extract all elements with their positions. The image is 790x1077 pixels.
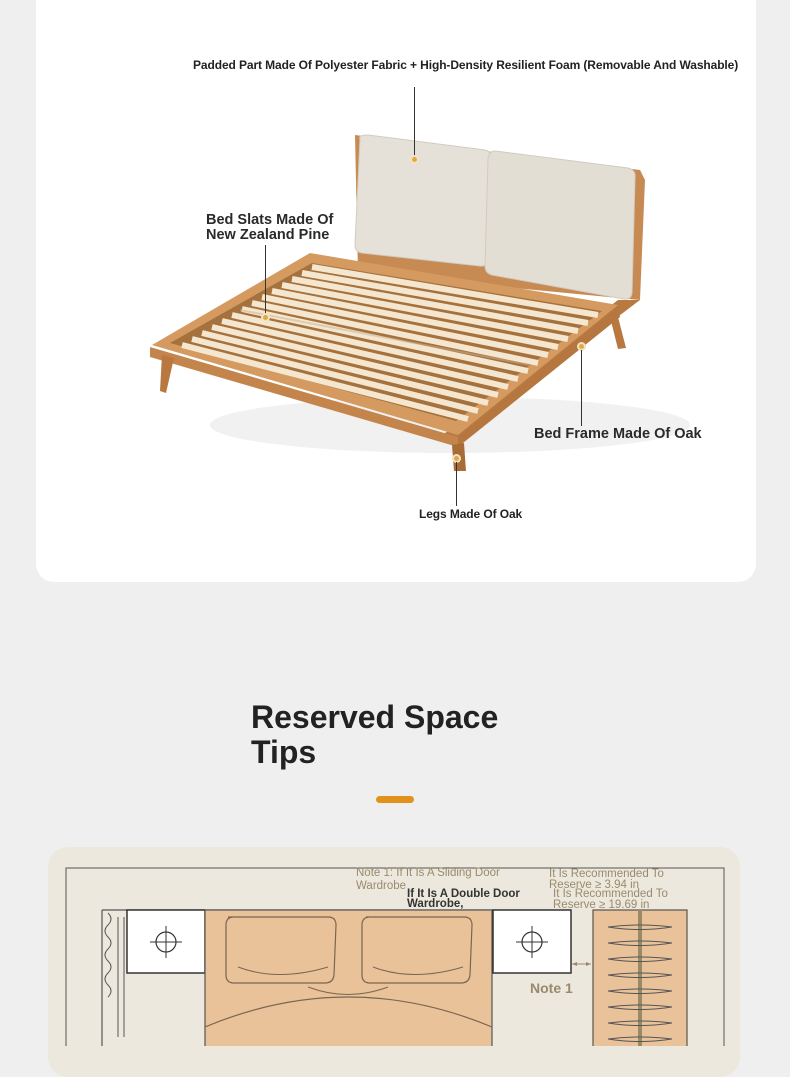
- note-double-door: [407, 889, 520, 909]
- leader-line: [581, 350, 582, 426]
- note-reserve-large: [553, 889, 668, 911]
- leader-line: [265, 245, 266, 315]
- section-title-line2: Tips: [251, 734, 317, 770]
- callout-bed-slats-line2: New Zealand Pine: [206, 226, 330, 243]
- hotspot-dot: [261, 313, 270, 322]
- bed-illustration: [140, 125, 700, 475]
- callout-headboard-fabric: Padded Part Made Of Polyester Fabric + High-Density Resilient Foam (Removable And Washable): [193, 58, 739, 72]
- callout-bed-slats: [206, 213, 333, 242]
- leader-line: [414, 87, 415, 157]
- note-reserve-large-line2: Reserve ≥ 19.69 in: [553, 899, 650, 911]
- title-accent-bar: [376, 796, 414, 803]
- note-sliding-door-line1: Note 1: If It Is A Sliding Door: [356, 867, 500, 879]
- leader-line: [456, 462, 457, 506]
- section-title: [251, 700, 498, 770]
- callout-bed-frame: Bed Frame Made Of Oak: [534, 426, 702, 442]
- note-reserve-small-line2: Reserve ≥ 3.94 in: [549, 879, 640, 891]
- note-sliding-door-line2: Wardrobe: [356, 880, 407, 892]
- note-reserve-small-line1: It Is Recommended To: [549, 868, 664, 880]
- note-double-door-line1: If It Is A Double Door: [407, 888, 520, 900]
- callout-legs: Legs Made Of Oak: [419, 507, 523, 521]
- callout-bed-slats-line1: Bed Slats Made Of: [206, 212, 334, 228]
- note-reserve-large-line1: It Is Recommended To: [553, 888, 668, 900]
- note-double-door-line2: Wardrobe,: [407, 898, 464, 910]
- section-title-line1: Reserved Space: [251, 699, 499, 735]
- note1-label: Note 1: [530, 980, 573, 996]
- hotspot-dot: [410, 155, 419, 164]
